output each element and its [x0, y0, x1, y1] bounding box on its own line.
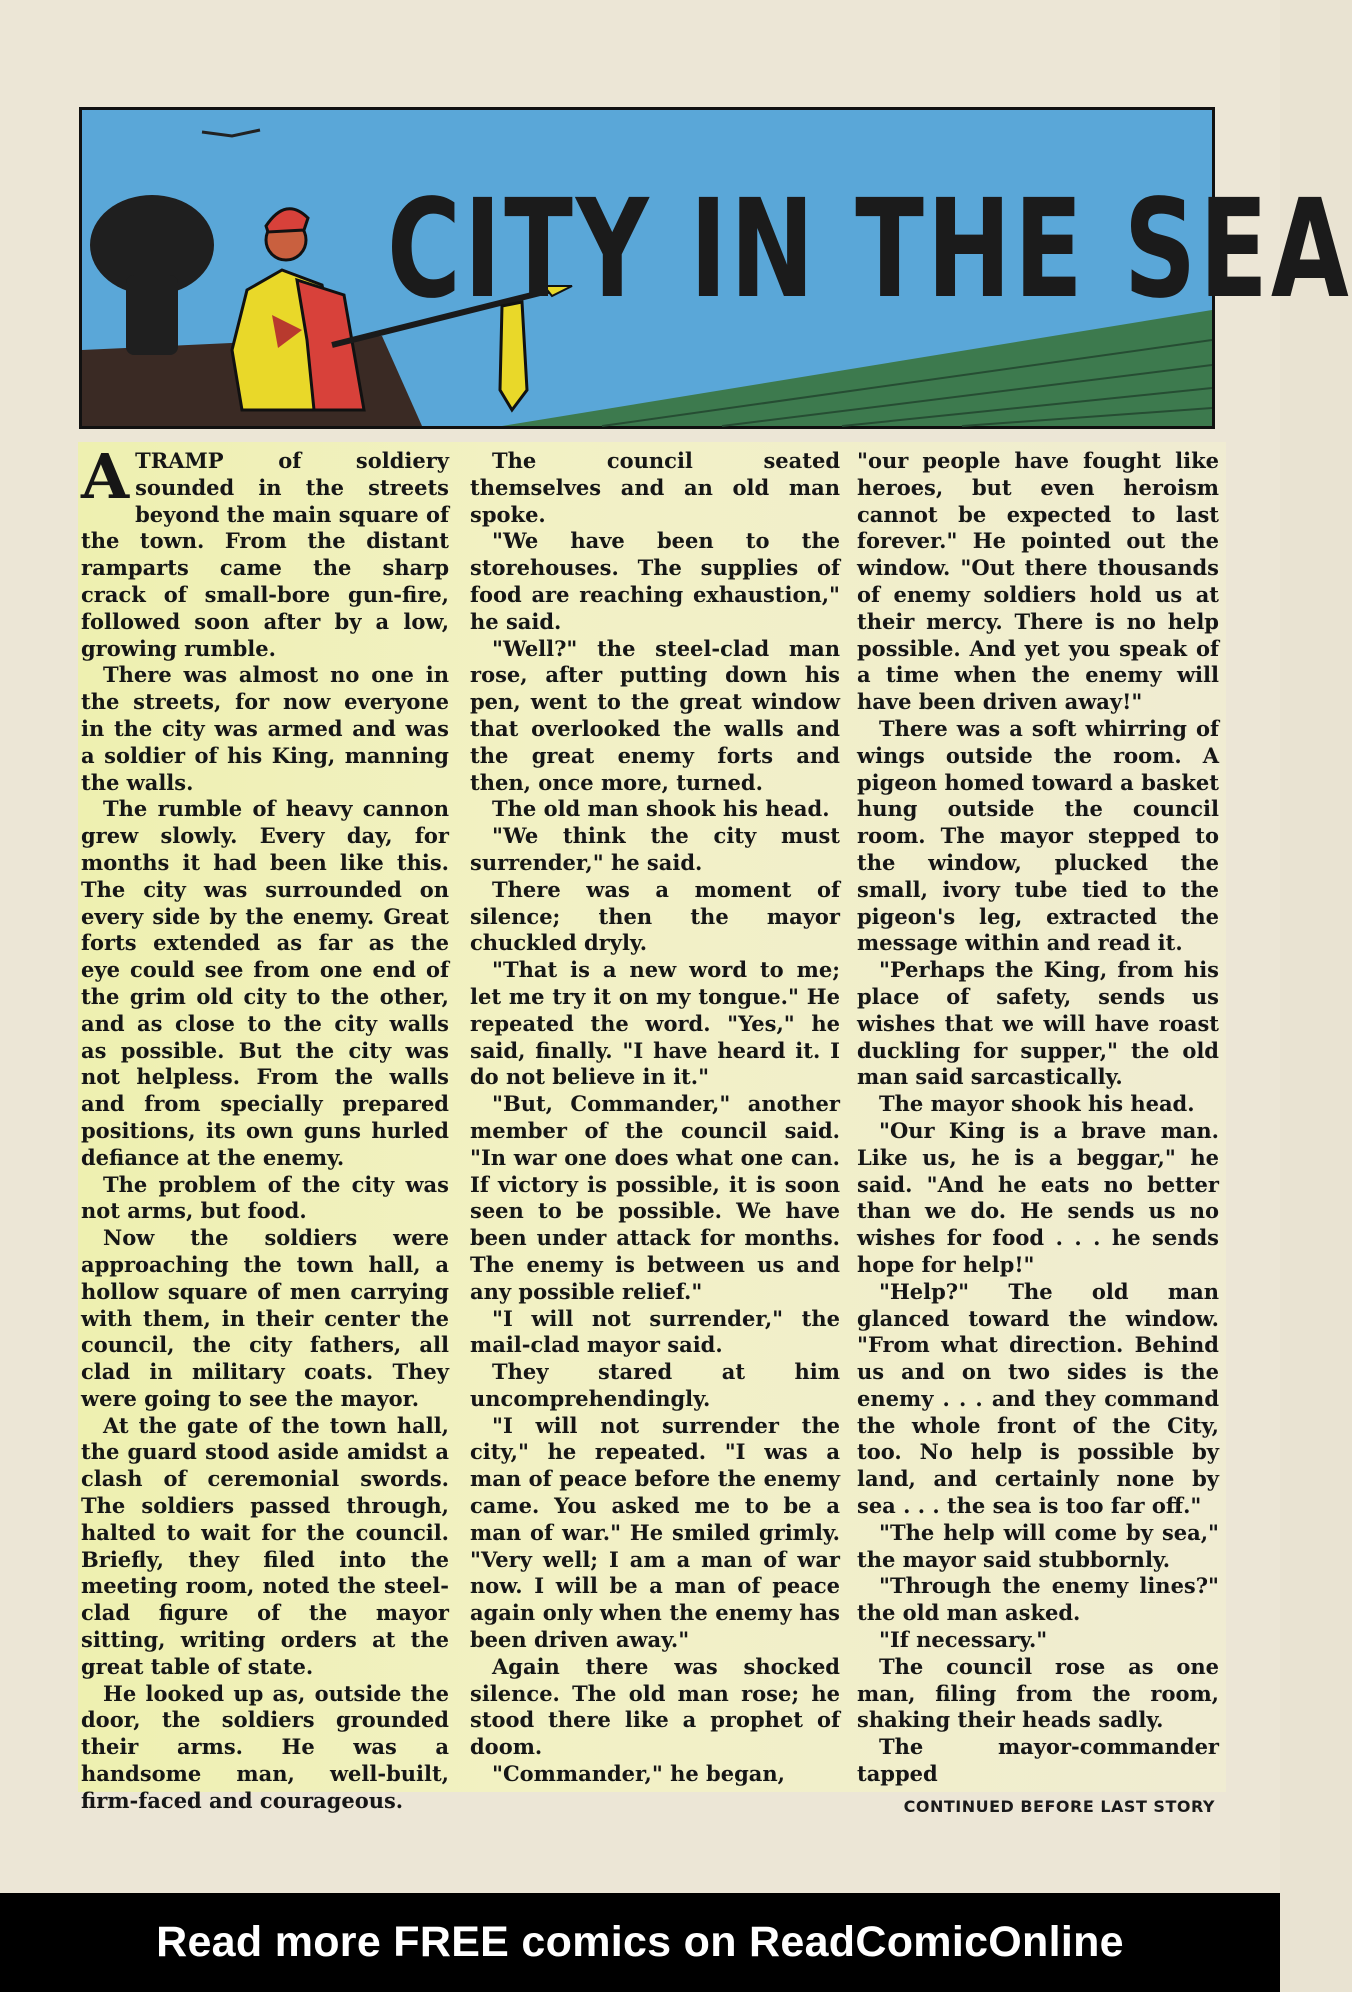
footer-banner[interactable] [0, 1893, 1280, 1992]
paragraph: There was almost no one in the streets, for now everyone in the city was armed and was a soldier of his King, manning the walls. [81, 662, 449, 795]
paragraph: "Help?" The old man glanced toward the window. "From what direction. Behind us and on two sides is the enemy . . . and they command the whole front of the City, too. No help is possible by land, and certainly none by sea . . . the sea is too far off." [857, 1278, 1219, 1519]
paragraph: "our people have fought like heroes, but even heroism cannot be expected to last forever." He pointed out the window. "Out there thousands of enemy soldiers hold us at their mercy. There is no help possible. And yet you speak of a time when the enemy will have been driven away!" [857, 448, 1219, 715]
paragraph: "Through the enemy lines?" the old man asked. [857, 1573, 1219, 1626]
text-column-1 [81, 440, 449, 1815]
herald-figure [232, 209, 364, 410]
paragraph: "The help will come by sea," the mayor said stubbornly. [857, 1519, 1219, 1572]
title-banner [79, 107, 1352, 429]
paragraph: The mayor shook his head. [879, 1091, 1195, 1117]
paragraph: "Commander," he began, [492, 1761, 785, 1787]
paragraph: "But, Commander," another member of the council said. "In war one does what one can. If victory is possible, it is soon seen to be possible. We have been under attack for months. The enemy is between us and any possible relief." [470, 1091, 840, 1304]
paragraph: "If necessary." [879, 1627, 1048, 1653]
paragraph: They stared at him uncomprehendingly. [470, 1359, 840, 1411]
paragraph: ATRAMP of soldiery sounded in the streets beyond the main square of the town. From the distant ramparts came the sharp crack of small-bore gun-fire, followed soon after by a low, growing rumble. [81, 440, 449, 661]
paragraph: The old man shook his head. [492, 796, 830, 822]
footer-link-text[interactable]: Read more FREE comics on ReadComicOnline [156, 1918, 1124, 1966]
drop-cap: A [81, 440, 130, 513]
paragraph: Now the soldiers were approaching the town hall, a hollow square of men carrying with them, in their center the council, the city fathers, all clad in military coats. They were going to see the mayor. [81, 1225, 449, 1411]
paragraph: The rumble of heavy cannon grew slowly. Every day, for months it had been like this. The city was surrounded on every side by the enemy. Great forts extended as far as the eye could see from one end of the grim old city to the other, and as close to the city walls as possible. But the city was not helpless. From the walls and from specially prepared positions, its own guns hurled defiance at the enemy. [81, 796, 449, 1170]
paragraph: He looked up as, outside the door, the soldiers grounded their arms. He was a handsome man, well-built, firm-faced and courageous. [81, 1680, 449, 1813]
paragraph: "We think the city must surrender," he said. [470, 823, 840, 875]
paragraph: "We have been to the storehouses. The supplies of food are reaching exhaustion," he said. [470, 528, 840, 634]
paragraph: There was a soft whirring of wings outside the room. A pigeon homed toward a basket hung outside the council room. The mayor stepped to the window, plucked the small, ivory tube tied to the pigeon's leg, extracted the message within and read it. [857, 715, 1219, 956]
paragraph: "I will not surrender," the mail-clad mayor said. [470, 1305, 840, 1358]
paragraph: "Our King is a brave man. Like us, he is a beggar," he said. "And he eats no better than we do. He sends us no wishes for food . . . he sends hope for help!" [857, 1117, 1219, 1277]
continued-note: CONTINUED BEFORE LAST STORY [903, 1797, 1215, 1816]
paragraph: "Well?" the steel-clad man rose, after putting down his pen, went to the great window that overlooked the walls and the great enemy forts and then, once more, turned. [470, 635, 840, 795]
paragraph: The mayor-commander tapped [857, 1734, 1219, 1787]
paragraph: The council rose as one man, filing from the room, shaking their heads sadly. [857, 1653, 1219, 1733]
paragraph: "That is a new word to me; let me try it on my tongue." He repeated the word. "Yes," he said, finally. "I have heard it. I do not believe in it." [470, 957, 840, 1090]
paragraph: "I will not surrender the city," he repeated. "I was a man of peace before the enemy came. You asked me to be a man of war." He smiled grimly. "Very well; I am a man of war now. I will be a man of peace again only when the enemy has been driven away." [470, 1412, 840, 1653]
text-column-3 [857, 448, 1219, 1788]
paragraph: The council seated themselves and an old man spoke. [470, 448, 840, 527]
paragraph: At the gate of the town hall, the guard stood aside amidst a clash of ceremonial swords. The soldiers passed through, halted to wait for the council. Briefly, they filed into the meeting room, noted the steel-clad figure of the mayor sitting, writing orders at the great table of state. [81, 1412, 449, 1679]
paragraph: There was a moment of silence; then the mayor chuckled dryly. [470, 876, 840, 956]
paragraph: The problem of the city was not arms, but food. [81, 1171, 449, 1224]
paragraph: "Perhaps the King, from his place of safety, sends us wishes that we will have roast duckling for supper," the old man said sarcastically. [857, 957, 1219, 1090]
page-title: CITY IN THE SEA [387, 171, 1352, 329]
text-column-2 [470, 448, 840, 1788]
paragraph: Again there was shocked silence. The old man rose; he stood there like a prophet of doom. [470, 1653, 840, 1760]
